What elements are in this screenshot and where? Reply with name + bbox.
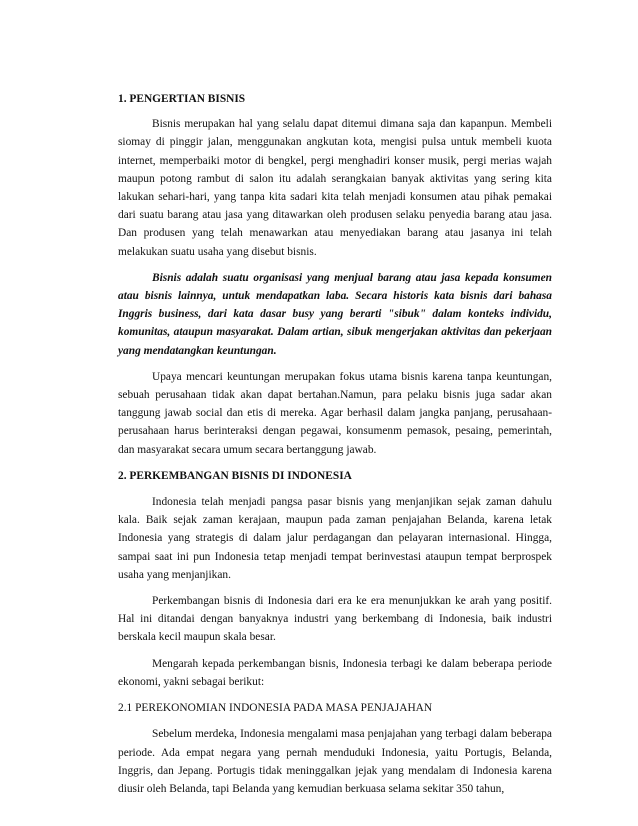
subsection-heading-masa-penjajahan: 2.1 PEREKONOMIAN INDONESIA PADA MASA PENJAJAHAN (118, 702, 433, 715)
paragraph-business-definition: Bisnis adalah suatu organisasi yang menjual barang atau jasa kepada konsumen atau bisnis lainnya, untuk mendapatkan laba. Secara historis kata bisnis dari bahasa Inggris business, dari kata dasar busy yang berarti "sibuk" dalam konteks individu, komunitas, ataupun masyarakat. Dalam artian, sibuk mengerjakan aktivitas dan pekerjaan yang mendatangkan keuntungan. (118, 271, 552, 357)
document-page (118, 90, 552, 798)
paragraph-economic-periods: Mengarah kepada perkembangan bisnis, Indonesia terbagi ke dalam beberapa periode ekonomi, yakni sebagai berikut: (118, 657, 552, 688)
paragraph-profit-focus: Upaya mencari keuntungan merupakan fokus utama bisnis karena tanpa keuntungan, sebuah perusahaan tidak akan dapat bertahan.Namun, para pelaku bisnis juga sadar akan tanggung jawab social dan etis di mereka. Agar berhasil dalam jangka panjang, perusahaan-perusahaan harus berinteraksi dengan pegawai, konsumenm pemasok, pesaing, pemerintah, dan masyarakat secara umum secara bertanggung jawab. (118, 370, 552, 456)
section-heading-pengertian-bisnis: 1. PENGERTIAN BISNIS (118, 93, 246, 105)
paragraph-business-growth: Perkembangan bisnis di Indonesia dari era ke era menunjukkan ke arah yang positif. Hal ini ditandai dengan banyaknya industri yang berkembang di Indonesia, baik industri berskala kecil maupun skala besar. (118, 595, 552, 644)
section-heading-perkembangan-bisnis: 2. PERKEMBANGAN BISNIS DI INDONESIA (118, 469, 352, 482)
paragraph-definition-context: Bisnis merupakan hal yang selalu dapat ditemui dimana saja dan kapanpun. Membeli siomay di pinggir jalan, menggunakan angkutan kota, mengisi pulsa untuk membeli kuota internet, memperbaiki motor di bengkel, pergi menghadiri konser musik, pergi merias wajah maupun potong rambut di salon itu adalah serangkaian banyak aktivitas yang sering kita lakukan sehari-hari, yang tanpa kita sadari kita telah menjadi konsumen atau pihak pemakai dari suatu barang atau jasa yang ditawarkan oleh produsen selaku penyedia barang atau jasa. Dan produsen yang telah menawarkan atau menyediakan barang atau jasanya ini telah melakukan suatu usaha yang disebut bisnis. (118, 118, 552, 258)
paragraph-colonial-period: Sebelum merdeka, Indonesia mengalami masa penjajahan yang terbagi dalam beberapa periode. Ada empat negara yang pernah menduduki Indonesia, yaitu Portugis, Belanda, Inggris, dan Jepang. Portugis tidak meninggalkan jejak yang mendalam di Indonesia karena diusir oleh Belanda, tapi Belanda yang kemudian berkuasa selama sekitar 350 tahun, (118, 728, 552, 795)
paragraph-indonesia-market: Indonesia telah menjadi pangsa pasar bisnis yang menjanjikan sejak zaman dahulu kala. Baik sejak zaman kerajaan, maupun pada zaman penjajahan Belanda, karena letak Indonesia yang strategis di dalam jalur perdagangan dan pelayaran internasional. Hingga, sampai saat ini pun Indonesia tetap menjadi tempat berinvestasi ataupun tempat berprospek usaha yang menjanjikan. (118, 496, 552, 581)
